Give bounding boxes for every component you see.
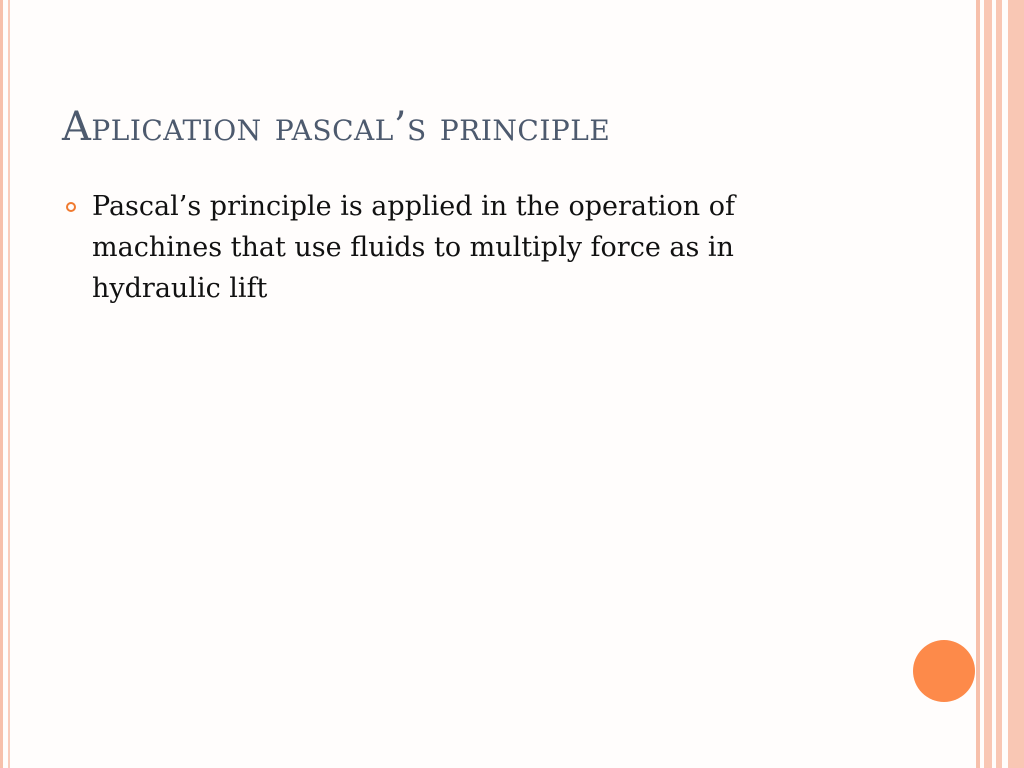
slide-title: Aplication pascal’s principle [62,104,611,150]
bullet-text: Pascal’s principle is applied in the operation of machines that use fluids to multiply force as in hydraulic lift [92,191,735,304]
slide-body [66,186,866,309]
right-stripe [1008,0,1024,768]
bullet-icon [66,202,76,212]
right-stripe [996,0,1002,768]
left-border-line [0,0,3,768]
right-stripe [984,0,992,768]
right-stripe [976,0,980,768]
bullet-item [66,186,866,309]
decorative-circle [913,640,975,702]
left-border-line-inner [8,0,10,768]
